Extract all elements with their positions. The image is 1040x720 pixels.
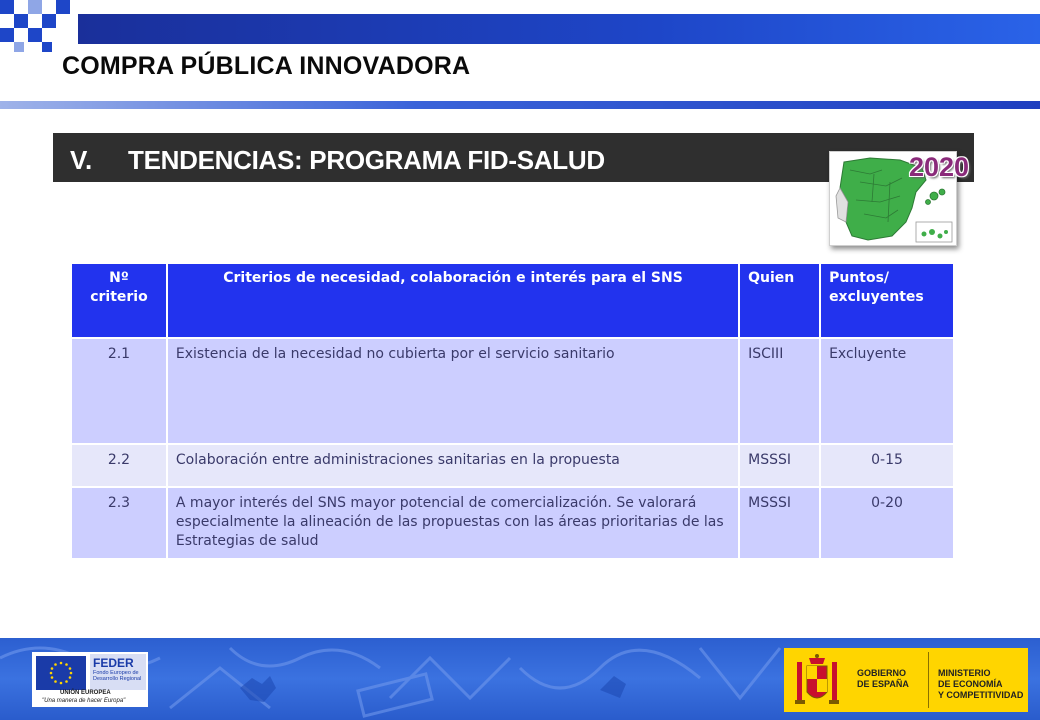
feder-subtitle: Fondo Europeo de Desarrollo Regional [93,670,142,682]
table-header-row [71,263,954,338]
badge-year: 2020 [909,152,970,182]
row-criteria: Colaboración entre administraciones sanitarias en la propuesta [167,444,739,487]
row-who: ISCIII [739,338,820,444]
row-points: 0-15 [820,444,954,487]
gov-divider [928,652,929,708]
row-criteria: A mayor interés del SNS mayor potencial de comercialización. Se valorará especialmente la alineación de las propuestas con las áreas prioritarias de las Estrategias de salud [167,487,739,559]
row-points: Excluyente [820,338,954,444]
ministry-name [938,668,1023,701]
header-num-line1: Nº [109,270,129,286]
eu-flag-icon [36,656,86,690]
ministry-line-1: MINISTERIO [938,668,991,678]
table-row [71,338,954,444]
eu-motto: "Una manera de hacer Europa" [42,698,126,704]
header-rule [0,101,1040,109]
section-title: TENDENCIAS: PROGRAMA FID-SALUD [128,145,605,175]
gov-line-1: GOBIERNO [857,668,907,678]
row-who: MSSSI [739,487,820,559]
row-who: MSSSI [739,444,820,487]
header-points-line2: excluyentes [829,289,924,305]
header-who: Quien [739,263,820,338]
table-row [71,444,954,487]
header-points-line1: Puntos/ [829,270,890,286]
ministry-line-2: DE ECONOMÍA [938,679,1003,689]
header-num [71,263,167,338]
page-title: COMPRA PÚBLICA INNOVADORA [62,52,471,80]
header-bar-line [78,44,1040,47]
row-num: 2.2 [71,444,167,487]
row-num: 2.1 [71,338,167,444]
table-row [71,487,954,559]
corner-squares-decoration [0,0,80,60]
header-blue-bar [78,14,1040,44]
government-name [857,668,909,690]
gov-line-2: DE ESPAÑA [857,679,909,689]
feder-title: FEDER [93,656,134,670]
ministry-line-3: Y COMPETITIVIDAD [938,690,1024,700]
eu-name: UNIÓN EUROPEA [60,690,111,696]
header-points [820,263,954,338]
header-criteria: Criterios de necesidad, colaboración e interés para el SNS [167,263,739,338]
row-points: 0-20 [820,487,954,559]
row-criteria: Existencia de la necesidad no cubierta por el servicio sanitario [167,338,739,444]
header-num-line2: criterio [90,289,148,305]
spain-coat-of-arms-icon [793,652,841,710]
row-num: 2.3 [71,487,167,559]
criteria-table [70,262,955,560]
section-number: V. [70,145,93,175]
